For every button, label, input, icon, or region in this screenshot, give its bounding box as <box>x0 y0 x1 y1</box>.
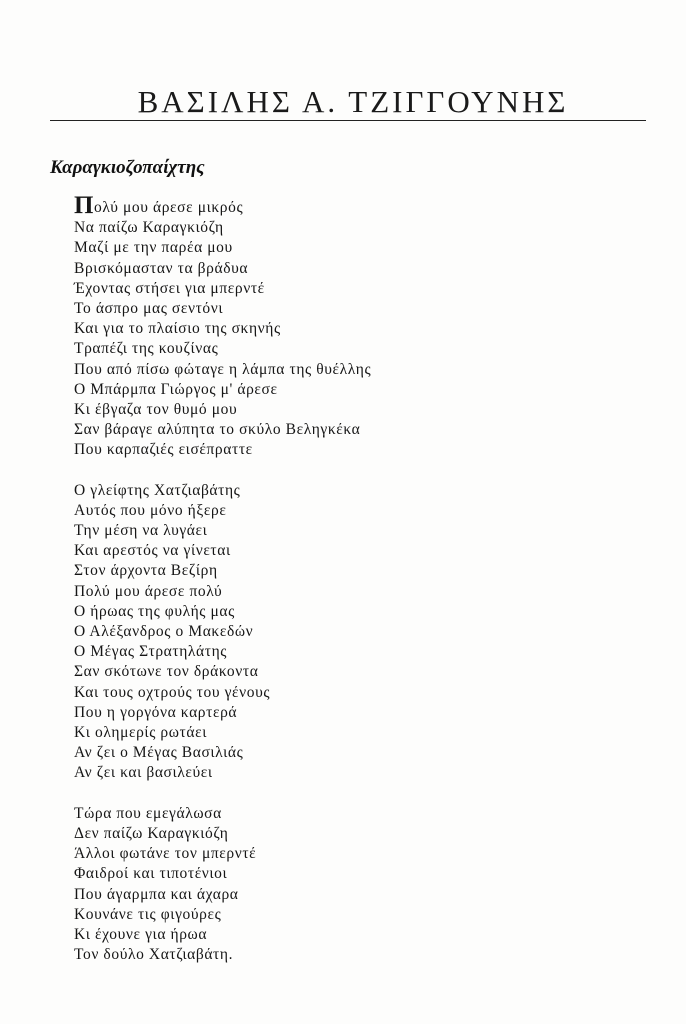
poem-line: Κουνάνε τις φιγούρες <box>74 905 222 923</box>
poem-line: Άλλοι φωτάνε τον μπερντέ <box>74 845 257 863</box>
poem-line: Κι ολημερίς ρωτάει <box>74 724 207 742</box>
poem-line: Αν ζει ο Μέγας Βασιλιάς <box>74 744 244 762</box>
poem-line: Κι έχουνε για ήρωα <box>74 925 208 943</box>
first-line-text: ολύ μου άρεσε μικρός <box>94 199 244 216</box>
poem-line: Ο Μέγας Στρατηλάτης <box>74 643 228 661</box>
poem-line <box>74 192 634 219</box>
author-header: ΒΑΣΙΛΗΣ Α. ΤΖΙΓΓΟΥΝΗΣ <box>137 84 569 119</box>
poem-line: Που από πίσω φώταγε η λάμπα της θυέλλης <box>74 360 372 378</box>
stanza-2 <box>74 481 634 784</box>
poem-line: Τραπέζι της κουζίνας <box>74 340 219 358</box>
poem-title: Καραγκιοζοπαίχτης <box>50 157 205 178</box>
poem-line: Σαν σκότωνε τον δράκοντα <box>74 663 259 681</box>
poem-line: Βρισκόμασταν τα βράδυα <box>74 259 249 277</box>
poem-line: Πολύ μου άρεσε πολύ <box>74 582 223 600</box>
poem-line: Να παίζω Καραγκιόζη <box>74 219 224 237</box>
poem-line: Φαιδροί και τιποτένιοι <box>74 865 228 883</box>
stanza-3 <box>74 804 634 966</box>
poem-line: Και για το πλαίσιο της σκηνής <box>74 320 281 338</box>
poem-line: Και αρεστός να γίνεται <box>74 542 231 560</box>
poem-line: Και τους οχτρούς του γένους <box>74 683 271 701</box>
poem-line: Ο Αλέξανδρος ο Μακεδών <box>74 623 254 641</box>
poem-line: Που η γοργόνα καρτερά <box>74 703 238 721</box>
poem-line: Ο Μπάρμπα Γιώργος μ' άρεσε <box>74 380 278 398</box>
poem-line: Τώρα που εμεγάλωσα <box>74 804 222 822</box>
poem-line: Ο γλείφτης Χατζιαβάτης <box>74 481 241 499</box>
drop-cap: Π <box>74 192 95 219</box>
poem-line: Αν ζει και βασιλεύει <box>74 764 213 782</box>
poem-line: Την μέση να λυγάει <box>74 522 208 540</box>
stanza-1 <box>74 192 634 461</box>
poem-body <box>74 192 634 985</box>
poem-line: Μαζί με την παρέα μου <box>74 239 233 257</box>
poem-line: Που άγαρμπα και άχαρα <box>74 885 239 903</box>
poem-line: Κι έβγαζα τον θυμό μου <box>74 401 238 419</box>
header-rule <box>50 120 646 121</box>
poem-line: Που καρπαζιές εισέπραττε <box>74 441 253 459</box>
poem-line: Ο ήρωας της φυλής μας <box>74 602 235 620</box>
poem-line: Δεν παίζω Καραγκιόζη <box>74 824 229 842</box>
poem-line: Έχοντας στήσει για μπερντέ <box>74 279 265 297</box>
poem-line: Σαν βάραγε αλύπητα το σκύλο Βεληγκέκα <box>74 421 361 439</box>
poem-line: Αυτός που μόνο ήξερε <box>74 501 227 519</box>
poem-line: Τον δούλο Χατζιαβάτη. <box>74 946 234 964</box>
poem-line: Το άσπρο μας σεντόνι <box>74 300 224 318</box>
poem-line: Στον άρχοντα Βεζίρη <box>74 562 218 580</box>
